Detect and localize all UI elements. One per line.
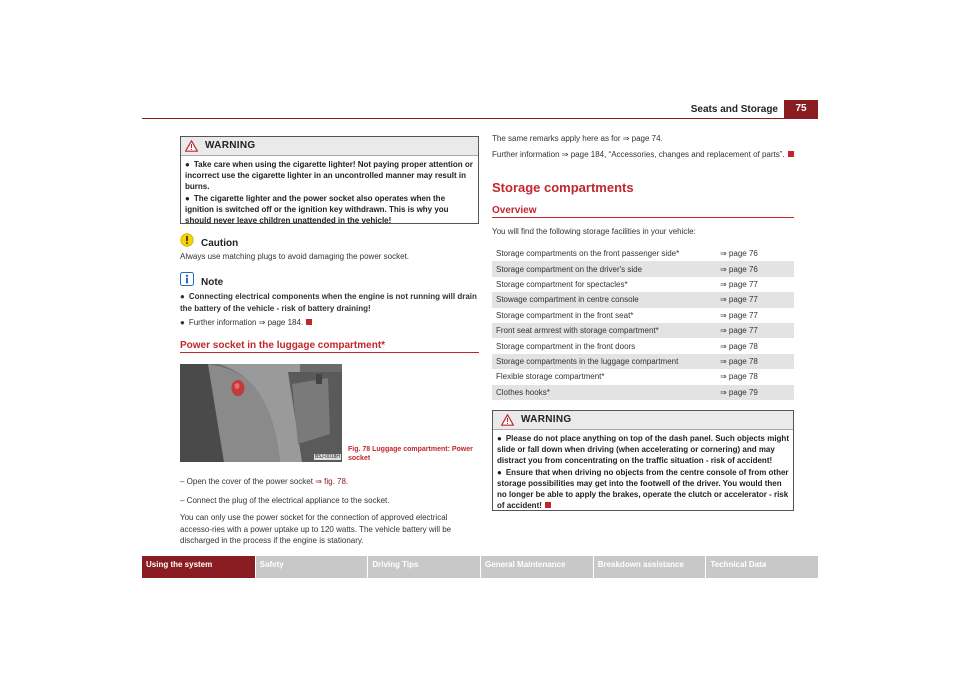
storage-label: Storage compartment for spectacles* bbox=[496, 279, 628, 289]
overview-subheading: Overview bbox=[492, 205, 537, 216]
intro-line: The same remarks apply here as for ⇒ page 74. bbox=[492, 134, 663, 143]
footer-navigation bbox=[142, 556, 818, 578]
right-intro bbox=[492, 133, 794, 160]
heading-rule bbox=[180, 352, 479, 353]
storage-label: Clothes hooks* bbox=[492, 385, 720, 400]
warning-box-loose-objects bbox=[492, 410, 794, 511]
storage-label: Stowage compartment in centre console bbox=[492, 292, 720, 307]
page-reference[interactable]: ⇒ page 79 bbox=[720, 385, 794, 400]
running-header-title: Seats and Storage bbox=[690, 104, 778, 115]
warning-box-cigarette-lighter bbox=[180, 136, 479, 224]
table-row bbox=[492, 385, 794, 400]
page-reference[interactable]: ⇒ page 77 bbox=[720, 292, 794, 307]
tab-using-the-system[interactable]: Using the system bbox=[142, 556, 255, 578]
table-row bbox=[492, 292, 794, 307]
page-number: 75 bbox=[784, 100, 818, 118]
storage-label: Storage compartment on the driver's side bbox=[492, 261, 720, 276]
warning-title: WARNING bbox=[205, 140, 256, 151]
bullet-icon: ● bbox=[185, 194, 190, 203]
instruction-step: – Connect the plug of the electrical appliance to the socket. bbox=[180, 495, 390, 505]
page-reference[interactable]: ⇒ page 76 bbox=[720, 249, 758, 259]
image-code-label: B5J-0018H bbox=[315, 454, 341, 460]
tab-technical-data[interactable]: Technical Data bbox=[705, 556, 818, 578]
caution-title: Caution bbox=[201, 238, 239, 249]
storage-label: Storage compartment in the front seat* bbox=[496, 310, 634, 320]
warning-item: ● Please do not place anything on top of the dash panel. Such objects might slide or fall down when driving (when accelerating or cornering) and may distract you from concentrating on the traffic situation - risk of accident! bbox=[497, 434, 789, 465]
instruction-step: – Open the cover of the power socket ⇒ fig. 78. bbox=[180, 477, 349, 486]
bullet-icon: ● bbox=[180, 292, 185, 301]
table-row bbox=[492, 338, 794, 353]
page-reference[interactable]: ⇒ page 77 bbox=[720, 323, 794, 338]
table-row bbox=[492, 354, 794, 369]
caution-icon bbox=[180, 233, 194, 247]
page-reference[interactable]: ⇒ page 78 bbox=[720, 341, 758, 351]
caution-text: Always use matching plugs to avoid damaging the power socket. bbox=[180, 252, 410, 261]
warning-triangle-icon bbox=[501, 414, 514, 426]
page-reference[interactable]: ⇒ page 78 bbox=[720, 354, 794, 369]
warning-header bbox=[493, 411, 793, 430]
warning-item: ● Ensure that when driving no objects from the centre console of from other storage possibilities may get into the footwell of the driver. You would then no longer be able to apply the brakes, operate the clutch or accelerator - risk of accident! bbox=[497, 468, 789, 510]
bullet-icon: ● bbox=[185, 160, 190, 169]
storage-label: Storage compartment in the front doors bbox=[496, 341, 636, 351]
tab-breakdown-assistance[interactable]: Breakdown assistance bbox=[593, 556, 706, 578]
warning-triangle-icon bbox=[185, 140, 198, 152]
page-reference[interactable]: ⇒ page 78 bbox=[720, 372, 758, 382]
note-title: Note bbox=[201, 277, 224, 288]
warning-title: WARNING bbox=[521, 414, 572, 425]
warning-item: ● The cigarette lighter and the power socket also operates when the ignition is switched off or the ignition key withdrawn. This is why you should never leave children unattended in the vehicle! bbox=[185, 194, 449, 225]
table-row bbox=[492, 246, 794, 261]
luggage-compartment-photo bbox=[180, 364, 342, 462]
tab-safety[interactable]: Safety bbox=[255, 556, 368, 578]
page-reference[interactable]: ⇒ page 77 bbox=[720, 279, 758, 289]
warning-item: ● Take care when using the cigarette lighter! Not paying proper attention or incorrect use the cigarette lighter in an uncontrolled manner may result in burns. bbox=[185, 160, 473, 191]
table-row bbox=[492, 369, 794, 384]
tab-driving-tips[interactable]: Driving Tips bbox=[367, 556, 480, 578]
page-reference[interactable]: ⇒ page 76 bbox=[720, 261, 794, 276]
power-socket-illustration bbox=[180, 364, 342, 462]
intro-line: Further information ⇒ page 184, “Accessories, changes and replacement of parts”. bbox=[492, 149, 794, 161]
storage-compartments-heading: Storage compartments bbox=[492, 180, 634, 195]
bullet-icon: ● bbox=[180, 318, 185, 327]
note-body bbox=[180, 291, 480, 329]
section-end-marker bbox=[306, 319, 312, 325]
note-item: ● Connecting electrical components when the engine is not running will drain the battery of the vehicle - risk of battery draining! bbox=[180, 292, 477, 313]
power-socket-paragraph: You can only use the power socket for the connection of approved electrical accesso-ries with a power uptake up to 120 watts. The vehicle battery will be discharged in the process if the engine is stationary. bbox=[180, 513, 452, 545]
storage-label: Flexible storage compartment* bbox=[496, 372, 605, 382]
power-socket-instructions bbox=[180, 476, 480, 547]
page-reference[interactable]: ⇒ page 77 bbox=[720, 310, 758, 320]
figure-reference-link[interactable]: ⇒ fig. 78. bbox=[315, 477, 349, 486]
storage-label: Front seat armrest with storage compartment* bbox=[492, 323, 720, 338]
tab-general-maintenance[interactable]: General Maintenance bbox=[480, 556, 593, 578]
figure-caption: Fig. 78 Luggage compartment: Power socket bbox=[348, 446, 473, 462]
table-row bbox=[492, 277, 794, 292]
table-row bbox=[492, 308, 794, 323]
section-end-marker bbox=[545, 502, 551, 508]
warning-header bbox=[181, 137, 478, 156]
power-socket-heading: Power socket in the luggage compartment* bbox=[180, 340, 386, 351]
note-info-icon bbox=[180, 272, 194, 286]
storage-label: Storage compartments on the front passenger side* bbox=[496, 249, 680, 259]
table-row bbox=[492, 323, 794, 338]
heading-rule bbox=[492, 217, 794, 218]
section-end-marker bbox=[788, 151, 794, 157]
header-rule bbox=[142, 118, 818, 119]
bullet-icon: ● bbox=[497, 434, 502, 443]
storage-overview-table bbox=[492, 246, 794, 400]
note-item: ● Further information ⇒ page 184. bbox=[180, 317, 480, 329]
table-row bbox=[492, 261, 794, 276]
bullet-icon: ● bbox=[497, 468, 502, 477]
storage-intro: You will find the following storage facilities in your vehicle: bbox=[492, 227, 696, 236]
storage-label: Storage compartments in the luggage compartment bbox=[492, 354, 720, 369]
